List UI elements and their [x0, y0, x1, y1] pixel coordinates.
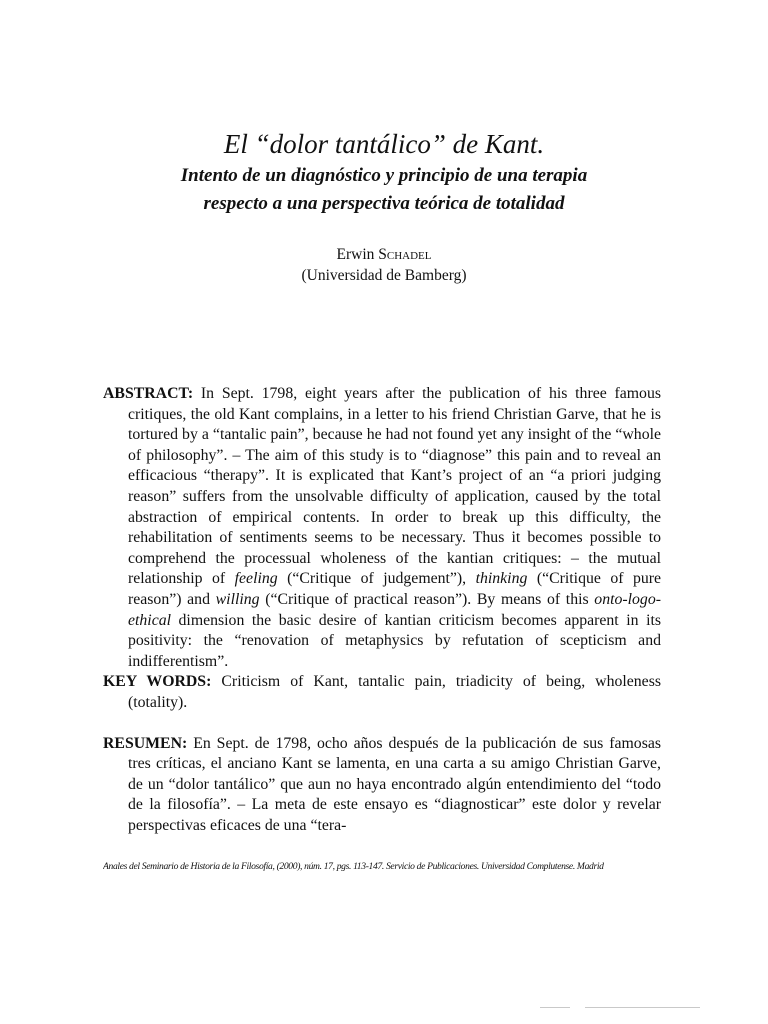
scan-artifact-line-2: [585, 1007, 700, 1008]
abstract-text-5: dimension the basic desire of kantian criticism becomes apparent in its positivity: the “renovation of metaphysics by refutation of scepticism and indifferentism”.: [128, 611, 661, 670]
keywords-label: KEY WORDS:: [103, 673, 212, 691]
abstract-feeling: feeling: [234, 570, 278, 588]
abstract-onto-logo-ethical: onto-logo-ethical: [128, 590, 661, 629]
author-name: [0, 244, 768, 265]
author-surname: Schadel: [378, 246, 432, 263]
keywords-paragraph: [103, 672, 661, 713]
keywords-text: Criticism of Kant, tantalic pain, triadicity of being, wholeness (totality).: [128, 673, 661, 711]
abstract-willing: willing: [215, 590, 260, 608]
abstract-section: [103, 384, 661, 836]
resumen-text: En Sept. de 1798, ocho años después de la publicación de sus famosas tres críticas, el anciano Kant se lamenta, en una carta a su amigo Christian Garve, de un “dolor tantálico” que aun no haya encontrado algún entendimiento del “todo de la filosofía”. – La meta de este ensayo es “diagnosticar” este dolor y revelar perspectivas eficaces de una “tera-: [128, 734, 661, 834]
abstract-text-1: In Sept. 1798, eight years after the publication of his three famous critiques, the old Kant complains, in a letter to his friend Christian Garve, that he is tortured by a “tantalic pain”, because he had not found yet any insight of the “whole of philosophy”. – The aim of this study is to “diagnose” this pain and to reveal an efficacious “therapy”. It is explicated that Kant’s project of an “a priori judging reason” suffers from the unsolvable difficulty of application, caused by the total abstraction of empirical contents. In order to break up this difficulty, the rehabilitation of sentiments seems to be necessary. Thus it becomes possible to comprehend the processual wholeness of the kantian critiques: – the mutual relationship of: [128, 385, 661, 588]
abstract-text-3: (“Critique of pure reason”) and: [128, 570, 662, 608]
paper-subtitle-line-2: respecto a una perspectiva teórica de totalidad: [203, 193, 565, 214]
abstract-text-4: (“Critique of practical reason”). By means of this: [259, 590, 595, 608]
title-block: [0, 126, 768, 218]
abstract-label: ABSTRACT:: [103, 385, 194, 402]
paper-subtitle-line-1: Intento de un diagnóstico y principio de una terapia: [180, 165, 588, 186]
paper-title: El “dolor tantálico” de Kant.: [223, 129, 545, 159]
abstract-text-2: (“Critique of judgement”),: [277, 570, 476, 588]
resumen-paragraph: [103, 734, 661, 837]
footer-details: , (2000), núm. 17, pgs. 113-147. Servicio de Publicaciones. Universidad Complutense. Madrid: [272, 861, 604, 872]
resumen-label: RESUMEN:: [103, 734, 188, 752]
journal-footer: [103, 861, 663, 872]
author-first-name: Erwin: [336, 246, 375, 263]
author-affiliation: (Universidad de Bamberg): [301, 267, 467, 284]
scan-artifact-line-1: [540, 1007, 570, 1008]
abstract-thinking: thinking: [475, 570, 528, 588]
author-block: [0, 244, 768, 286]
footer-journal: Anales del Seminario de Historia de la Filosofía: [103, 861, 273, 872]
abstract-paragraph: [103, 384, 661, 672]
